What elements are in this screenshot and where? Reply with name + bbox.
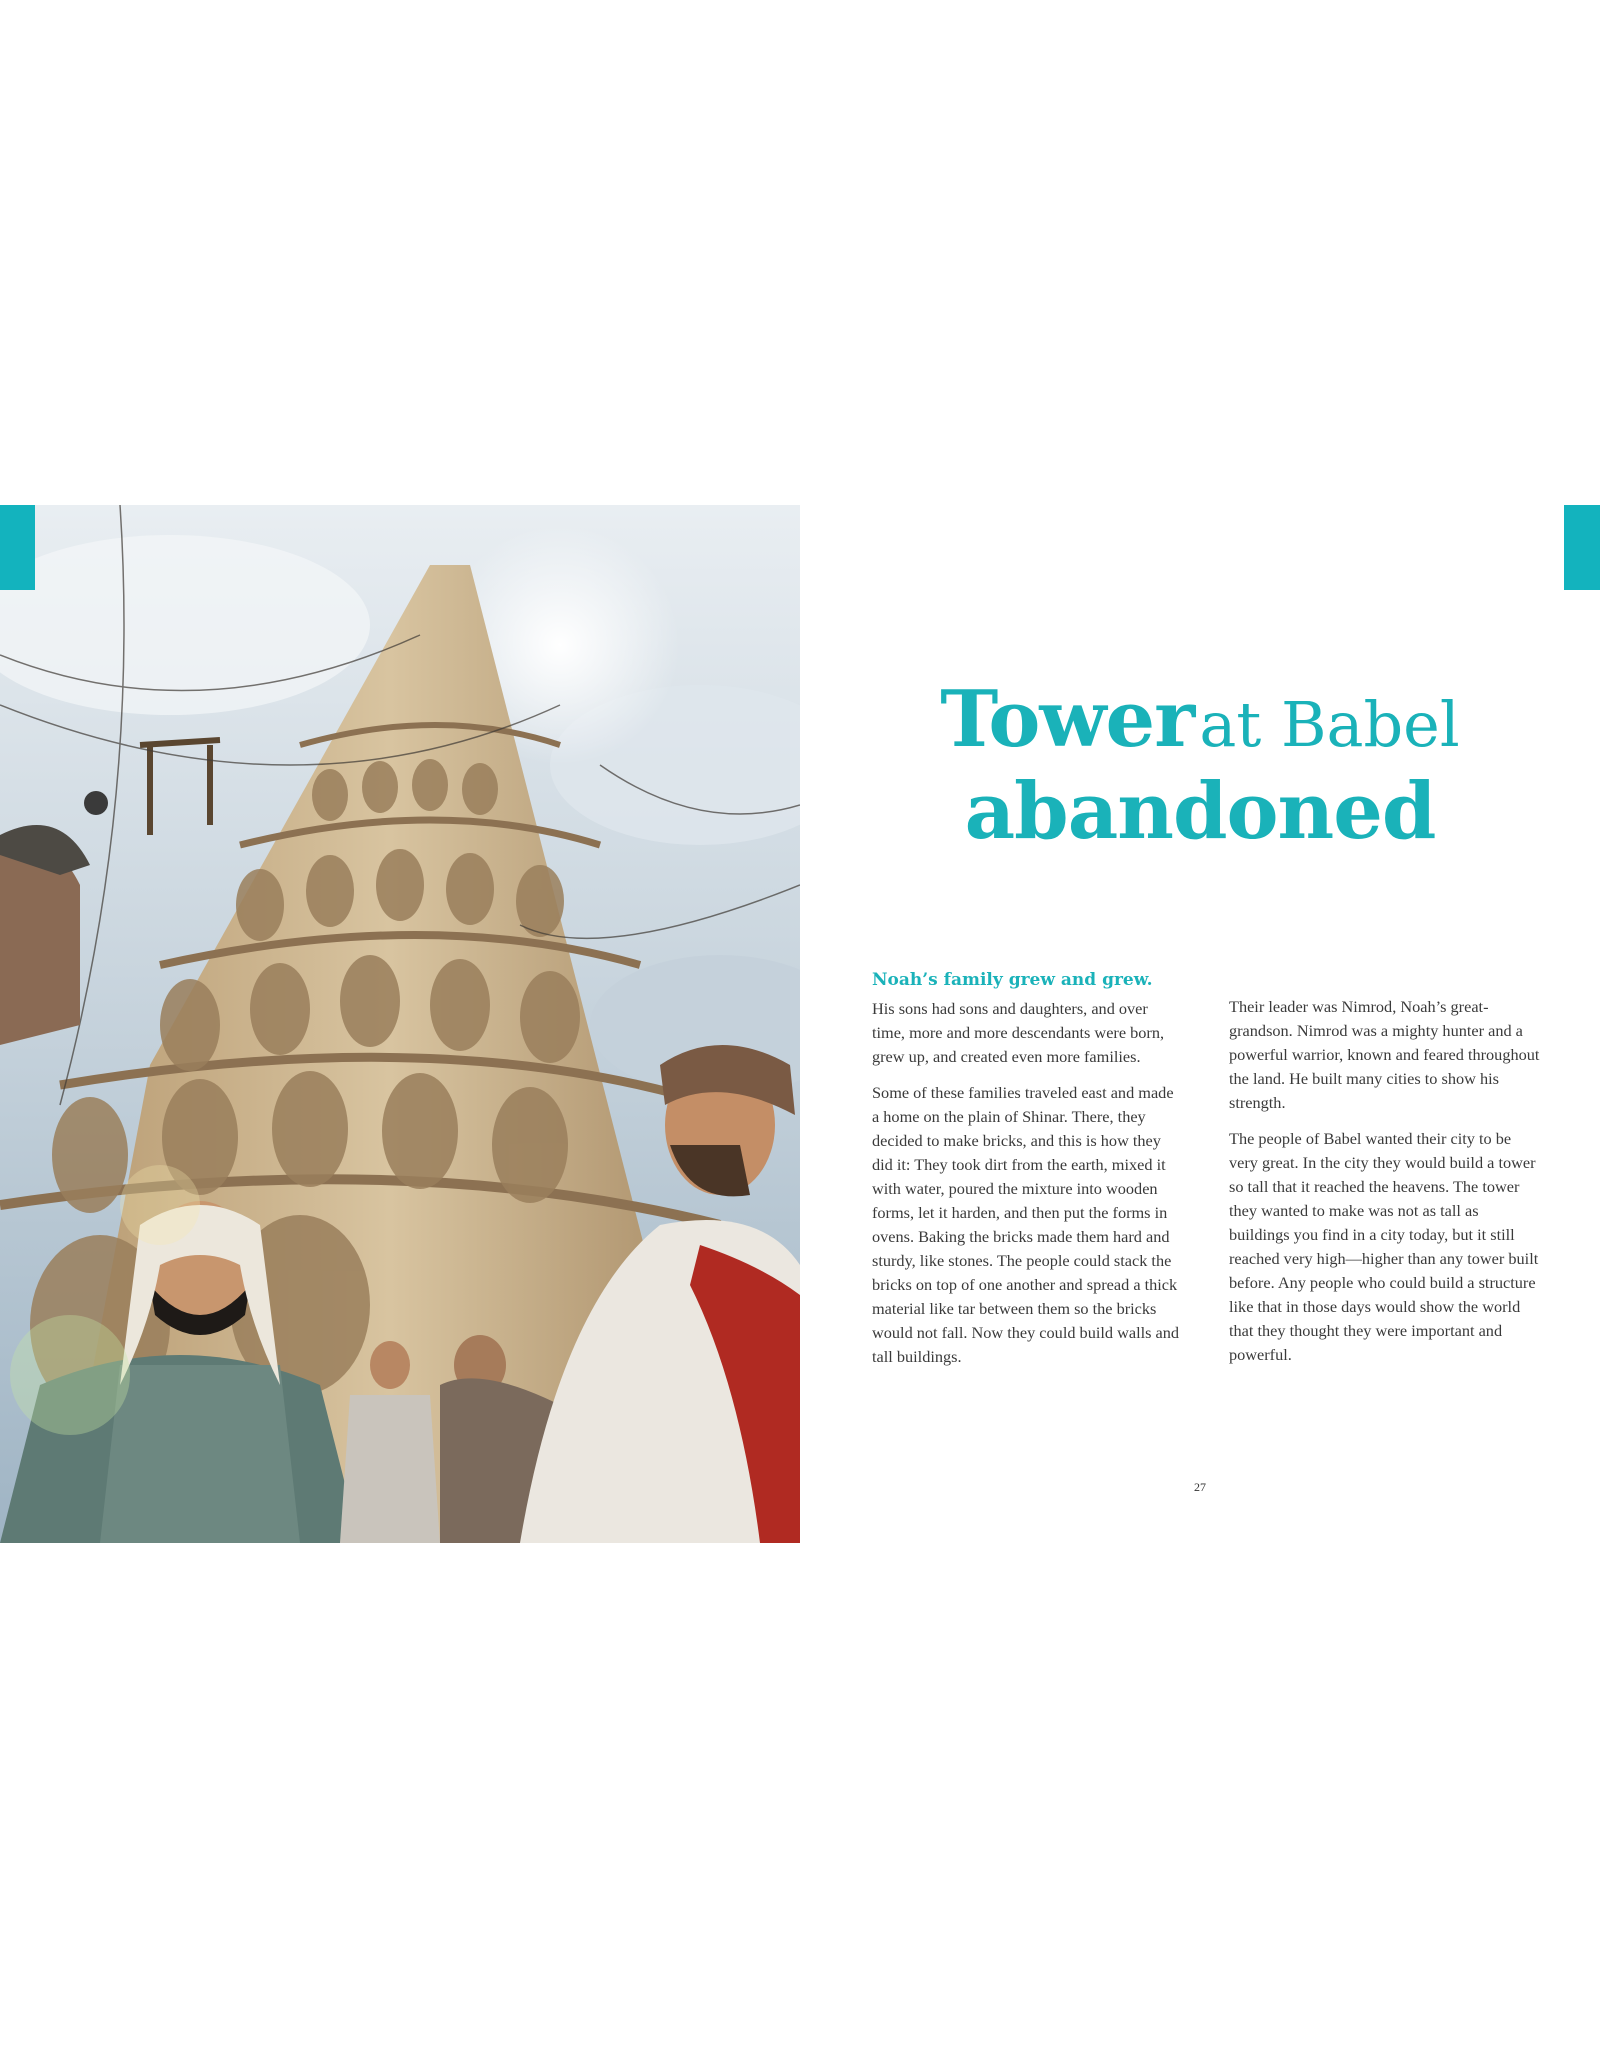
- page-title: [800, 675, 1600, 765]
- body-column-left: [872, 965, 1184, 1381]
- text-page: [800, 505, 1600, 1543]
- body-column-right: [1229, 995, 1541, 1379]
- title-line2-text: abandoned: [964, 766, 1436, 857]
- paragraph: His sons had sons and daughters, and over time, more and more descendants were born, grew up, and created even more families.: [872, 999, 1165, 1066]
- paragraph: The people of Babel wanted their city to be very great. In the city they would build a tower so tall that it reached the heavens. The tower they wanted to make was not as tall as buildings you find in a city today, but it still reached very high—higher than any tower built before. Any people who could build a structure like that in those days would show the world that they thought they were important and powerful.: [1229, 1129, 1539, 1364]
- page-number: 27: [1194, 1480, 1206, 1494]
- right-page-tab: [1564, 505, 1600, 590]
- page-title-line2: [800, 767, 1600, 857]
- paragraph: Their leader was Nimrod, Noah’s great-grandson. Nimrod was a mighty hunter and a powerful warrior, known and feared throughout the land. He built many cities to show his strength.: [1229, 997, 1540, 1112]
- book-spread: [0, 505, 1600, 1543]
- title-word-bold: Tower: [940, 674, 1195, 765]
- paragraph: Some of these families traveled east and made a home on the plain of Shinar. There, they decided to make bricks, and this is how they did it: They took dirt from the earth, mixed it with water, poured the mixture into wooden forms, let it harden, and then put the forms in ovens. Baking the bricks made them hard and sturdy, like stones. The people could stack the bricks on top of one another and spread a thick material like tar between them so the bricks would not fall. Now they could build walls and tall buildings.: [872, 1083, 1180, 1366]
- left-page-tab: [0, 505, 35, 590]
- title-word-light: at Babel: [1199, 688, 1460, 761]
- lead-in-heading: Noah’s family grew and grew.: [872, 970, 1153, 990]
- tower-illustration: [0, 505, 800, 1543]
